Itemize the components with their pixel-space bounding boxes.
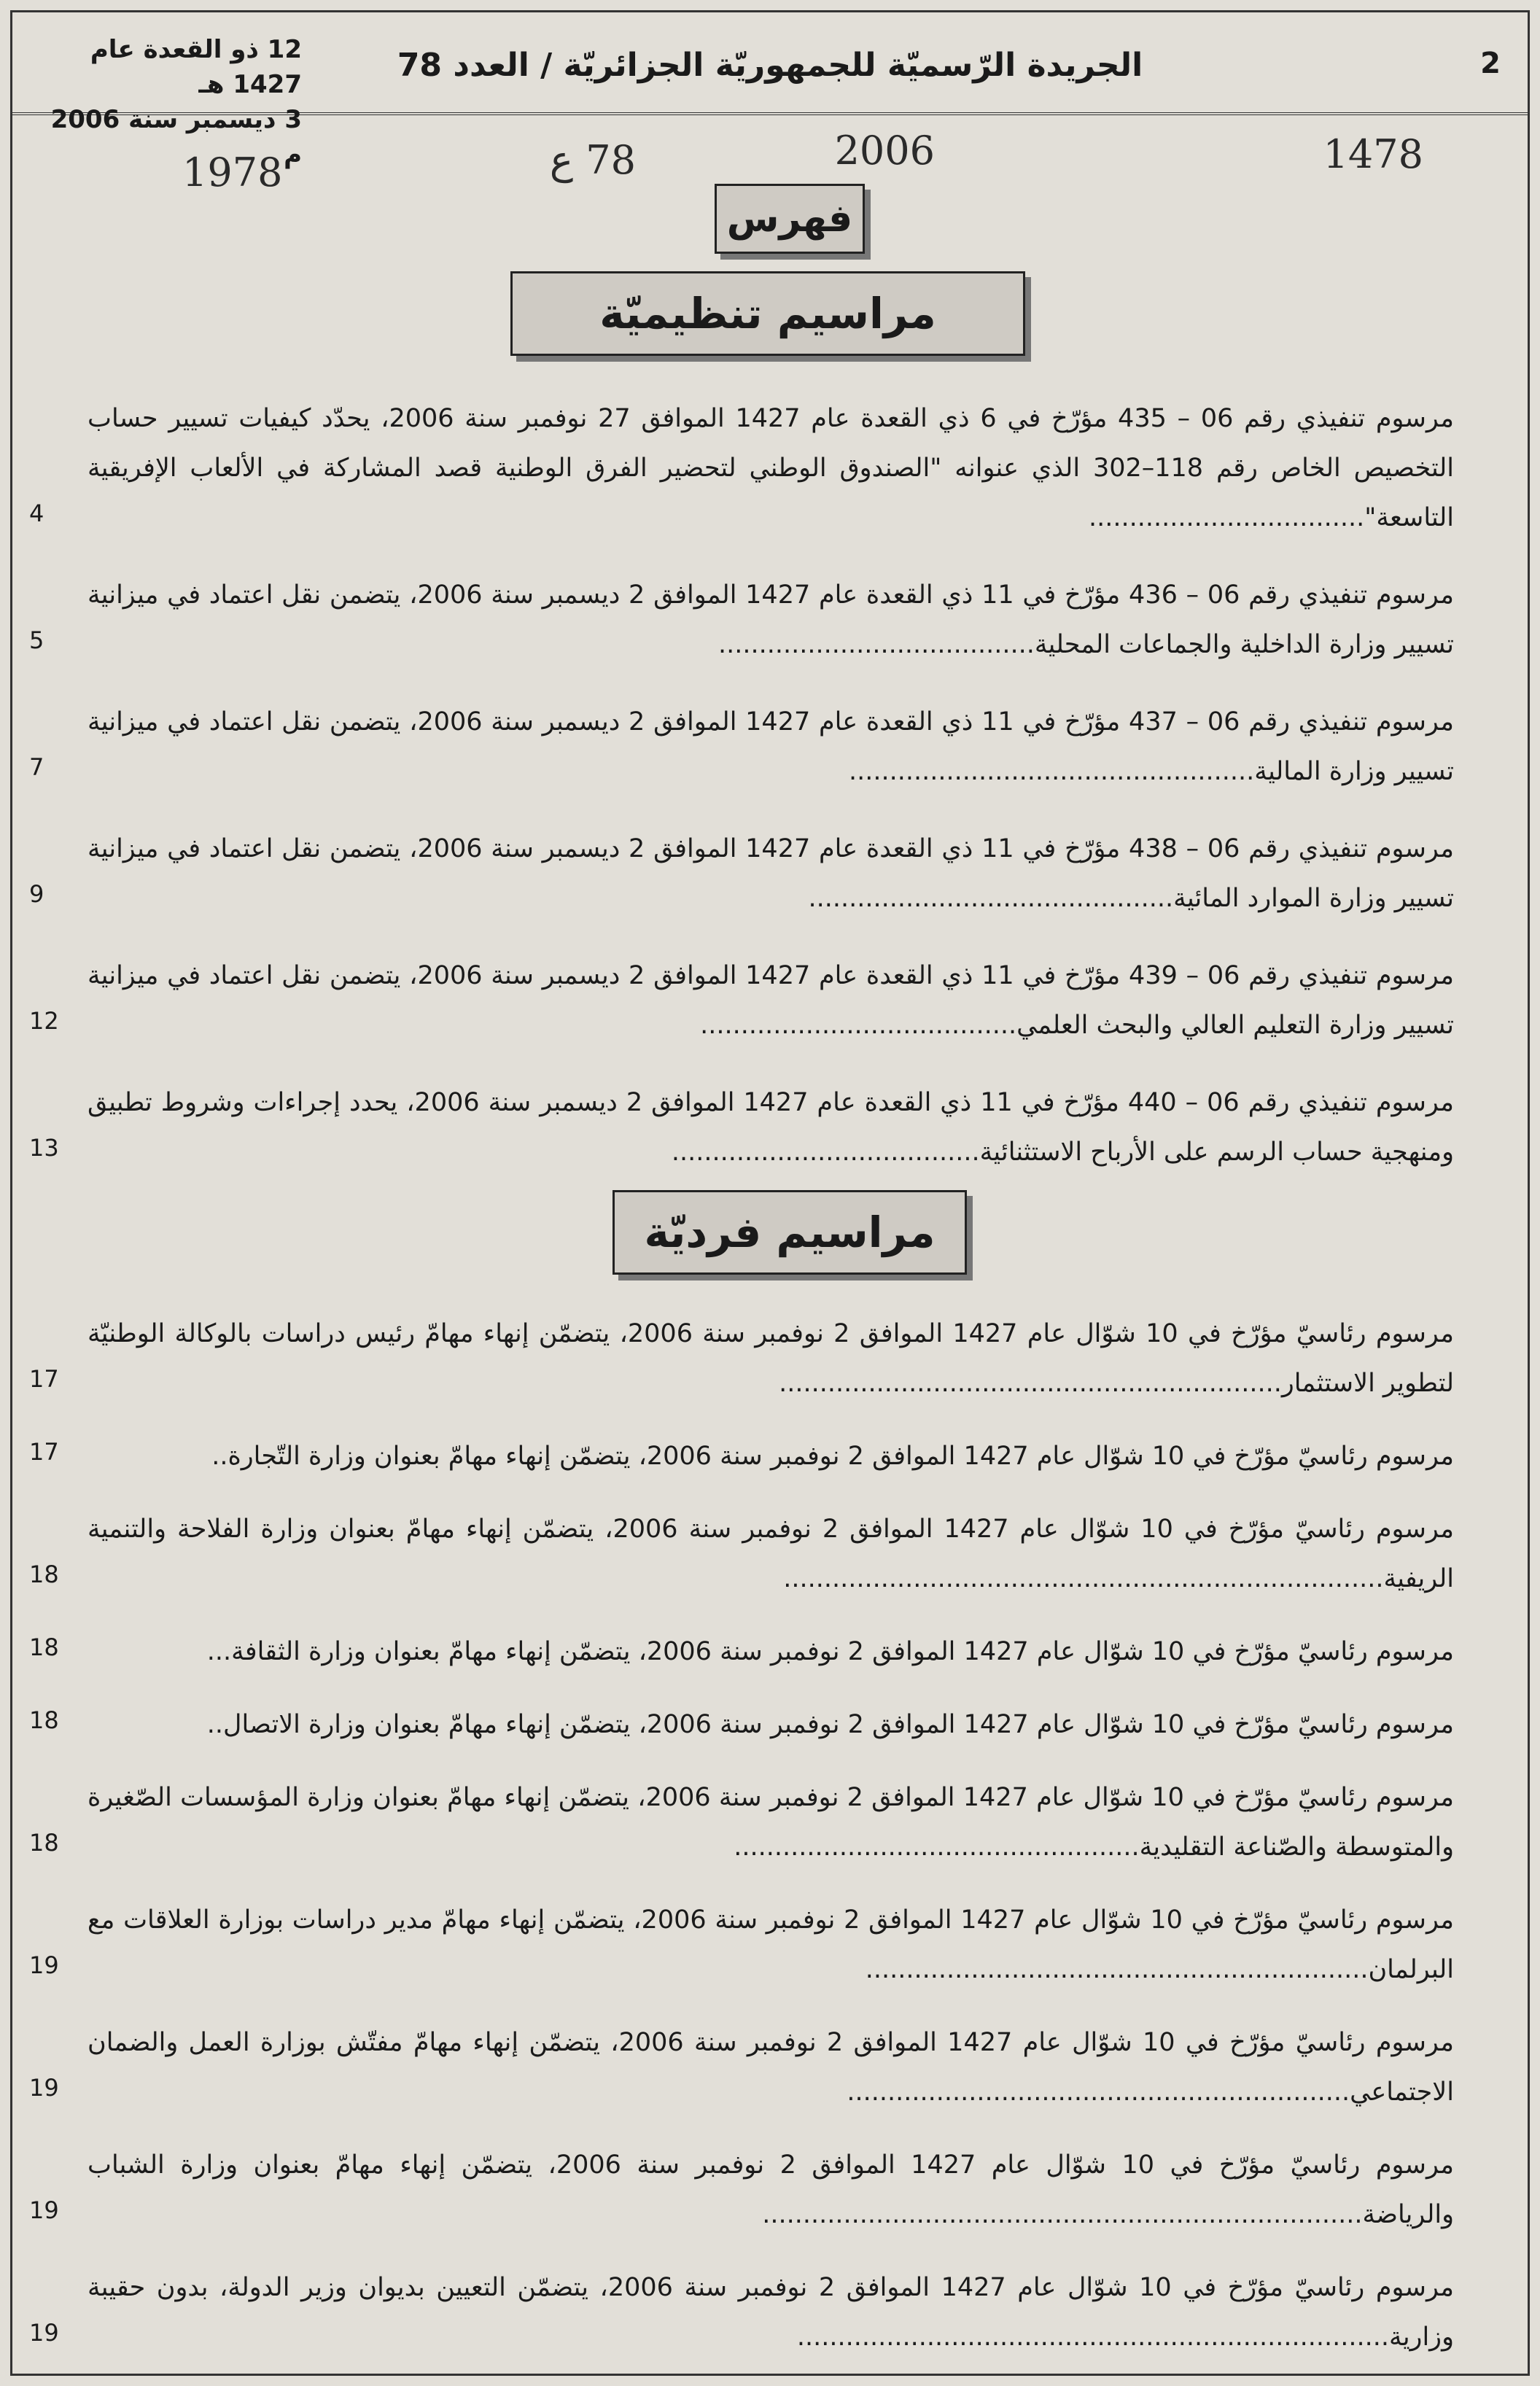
toc-entry-page: 19 — [29, 1951, 59, 1979]
handwritten-note-mid: 78 ع — [549, 137, 636, 183]
handwritten-note-center: 2006 — [834, 128, 935, 174]
toc-entry[interactable] — [29, 394, 1454, 543]
toc-entry-text: مرسوم رئاسيّ مؤرّخ في 10 شوّال عام 1427 الموافق 2 نوفمبر سنة 2006، يتضمّن التعيين بديوان وزير الدولة، بدون حقيبة وزارية......................................................................... 19 — [88, 2263, 1454, 2362]
toc-entry-page: 19 — [29, 2196, 59, 2224]
toc-entry[interactable] — [29, 1700, 1454, 1749]
toc-entry[interactable] — [29, 2263, 1454, 2362]
toc-entry-text: مرسوم تنفيذي رقم 06 – 438 مؤرّخ في 11 ذي القعدة عام 1427 الموافق 2 ديسمبر سنة 2006، يتضمن نقل اعتماد في ميزانية تسيير وزارة الموارد المائية............................................. 9 — [88, 824, 1454, 923]
toc-entry[interactable] — [29, 1078, 1454, 1177]
toc-entry-page: 17 — [29, 1365, 59, 1393]
section-title-regulatory-decrees: مراسيم تنظيميّة — [510, 271, 1025, 356]
toc-entry[interactable] — [29, 1504, 1454, 1604]
toc-entry-page: 17 — [29, 1438, 59, 1466]
toc-entry[interactable] — [29, 2018, 1454, 2117]
toc-entry[interactable] — [29, 1627, 1454, 1676]
toc-entry-text: مرسوم تنفيذي رقم 06 – 436 مؤرّخ في 11 ذي القعدة عام 1427 الموافق 2 ديسمبر سنة 2006، يتضمن نقل اعتماد في ميزانية تسيير وزارة الداخلية والجماعات المحلية....................................... 5 — [88, 570, 1454, 669]
toc-entry-text: مرسوم رئاسيّ مؤرّخ في 10 شوّال عام 1427 الموافق 2 نوفمبر سنة 2006، يتضمّن إنهاء مهامّ بعنوان وزارة المؤسسات الصّغيرة والمتوسطة والصّناعة التقليدية.................................................. 18 — [88, 1773, 1454, 1872]
toc-entry-text: مرسوم تنفيذي رقم 06 – 437 مؤرّخ في 11 ذي القعدة عام 1427 الموافق 2 ديسمبر سنة 2006، يتضمن نقل اعتماد في ميزانية تسيير وزارة المالية.................................................. 7 — [88, 697, 1454, 796]
journal-title: الجريدة الرّسميّة للجمهوريّة الجزائريّة / العدد 78 — [397, 47, 1143, 84]
toc-entry[interactable] — [29, 1773, 1454, 1872]
toc-entry[interactable] — [29, 824, 1454, 923]
toc-entry[interactable] — [29, 1895, 1455, 1994]
toc-entry-text: مرسوم تنفيذي رقم 06 – 439 مؤرّخ في 11 ذي القعدة عام 1427 الموافق 2 ديسمبر سنة 2006، يتضمن نقل اعتماد في ميزانية تسيير وزارة التعليم العالي والبحث العلمي....................................... 12 — [88, 951, 1454, 1050]
toc-entry-page: 19 — [29, 2319, 59, 2347]
individual-decrees-list — [29, 1309, 1455, 2385]
section-title-individual-decrees: مراسيم فرديّة — [612, 1190, 967, 1275]
toc-entry-page: 12 — [29, 1007, 59, 1035]
toc-entry-page: 7 — [29, 753, 44, 781]
toc-entry[interactable] — [29, 697, 1454, 796]
toc-entry-text: مرسوم رئاسيّ مؤرّخ في 10 شوّال عام 1427 الموافق 2 نوفمبر سنة 2006، يتضمّن إنهاء مهامّ مفتّش بوزارة العمل والضمان الاجتماعي.............................................................. 19 — [88, 2018, 1454, 2117]
handwritten-note-right: 1478 — [1323, 131, 1423, 177]
toc-entry-page: 19 — [29, 2074, 59, 2102]
regulatory-decrees-list — [29, 394, 1454, 1205]
toc-entry-page: 18 — [29, 1561, 59, 1588]
toc-entry-text: مرسوم رئاسيّ مؤرّخ في 10 شوّال عام 1427 الموافق 2 نوفمبر سنة 2006، يتضمّن إنهاء مهامّ بعنوان وزارة الثقافة... 18 — [88, 1627, 1454, 1676]
toc-entry-text: مرسوم رئاسيّ مؤرّخ في 10 شوّال عام 1427 الموافق 2 نوفمبر سنة 2006، يتضمّن إنهاء مهامّ مدير دراسات بوزارة العلاقات مع البرلمان.............................................................. 19 — [88, 1895, 1454, 1994]
toc-entry-text: مرسوم تنفيذي رقم 06 – 440 مؤرّخ في 11 ذي القعدة عام 1427 الموافق 2 ديسمبر سنة 2006، يحدد إجراءات وشروط تطبيق ومنهجية حساب الرسم على الأرباح الاستثنائية...................................... 13 — [88, 1078, 1454, 1177]
toc-entry[interactable] — [29, 951, 1454, 1050]
toc-entry[interactable] — [29, 2140, 1455, 2239]
issue-date-gregorian: 3 ديسمبر سنة 2006 م — [50, 105, 302, 169]
toc-entry-page: 18 — [29, 1706, 59, 1734]
toc-entry-text: مرسوم رئاسيّ مؤرّخ في 10 شوّال عام 1427 الموافق 2 نوفمبر سنة 2006، يتضمّن إنهاء مهامّ بعنوان وزارة الفلاحة والتنمية الريفية.......................................................................... 18 — [88, 1504, 1454, 1604]
handwritten-note-left: 1978 — [182, 149, 283, 195]
toc-entry-text: مرسوم تنفيذي رقم 06 – 435 مؤرّخ في 6 ذي القعدة عام 1427 الموافق 27 نوفمبر سنة 2006، يحدّد كيفيات تسيير حساب التخصيص الخاص رقم 118–302 الذي عنوانه "الصندوق الوطني لتحضير الفرق الوطنية قصد المشاركة في الألعاب الإفريقية التاسعة".................................. 4 — [88, 394, 1454, 543]
toc-entry-text: مرسوم رئاسيّ مؤرّخ في 10 شوّال عام 1427 الموافق 2 نوفمبر سنة 2006، يتضمّن إنهاء مهامّ بعنوان وزارة الاتصال.. 18 — [88, 1700, 1454, 1749]
toc-entry-page: 13 — [29, 1134, 59, 1162]
toc-entry-page: 5 — [29, 626, 44, 654]
toc-entry[interactable] — [29, 570, 1454, 669]
toc-entry[interactable] — [29, 1309, 1454, 1408]
toc-entry[interactable] — [29, 1431, 1454, 1481]
toc-entry-page: 4 — [29, 500, 44, 527]
toc-entry-page: 9 — [29, 880, 44, 908]
toc-entry-page: 18 — [29, 1829, 59, 1857]
page-number: 2 — [1480, 47, 1501, 80]
toc-entry-text: مرسوم رئاسيّ مؤرّخ في 10 شوّال عام 1427 الموافق 2 نوفمبر سنة 2006، يتضمّن إنهاء مهامّ رئيس دراسات بالوكالة الوطنيّة لتطوير الاستثمار.............................................................. 17 — [88, 1309, 1454, 1408]
issue-date-hijri: 12 ذو القعدة عام 1427 هـ — [90, 35, 302, 99]
toc-entry-text: مرسوم رئاسيّ مؤرّخ في 10 شوّال عام 1427 الموافق 2 نوفمبر سنة 2006، يتضمّن إنهاء مهامّ بعنوان وزارة التّجارة.. 17 — [88, 1431, 1454, 1481]
index-title: فهرس — [715, 184, 865, 254]
toc-entry-page: 18 — [29, 1633, 59, 1661]
toc-entry-text: مرسوم رئاسيّ مؤرّخ في 10 شوّال عام 1427 الموافق 2 نوفمبر سنة 2006، يتضمّن إنهاء مهامّ بعنوان وزارة الشباب والرياضة.......................................................................... 19 — [88, 2140, 1454, 2239]
